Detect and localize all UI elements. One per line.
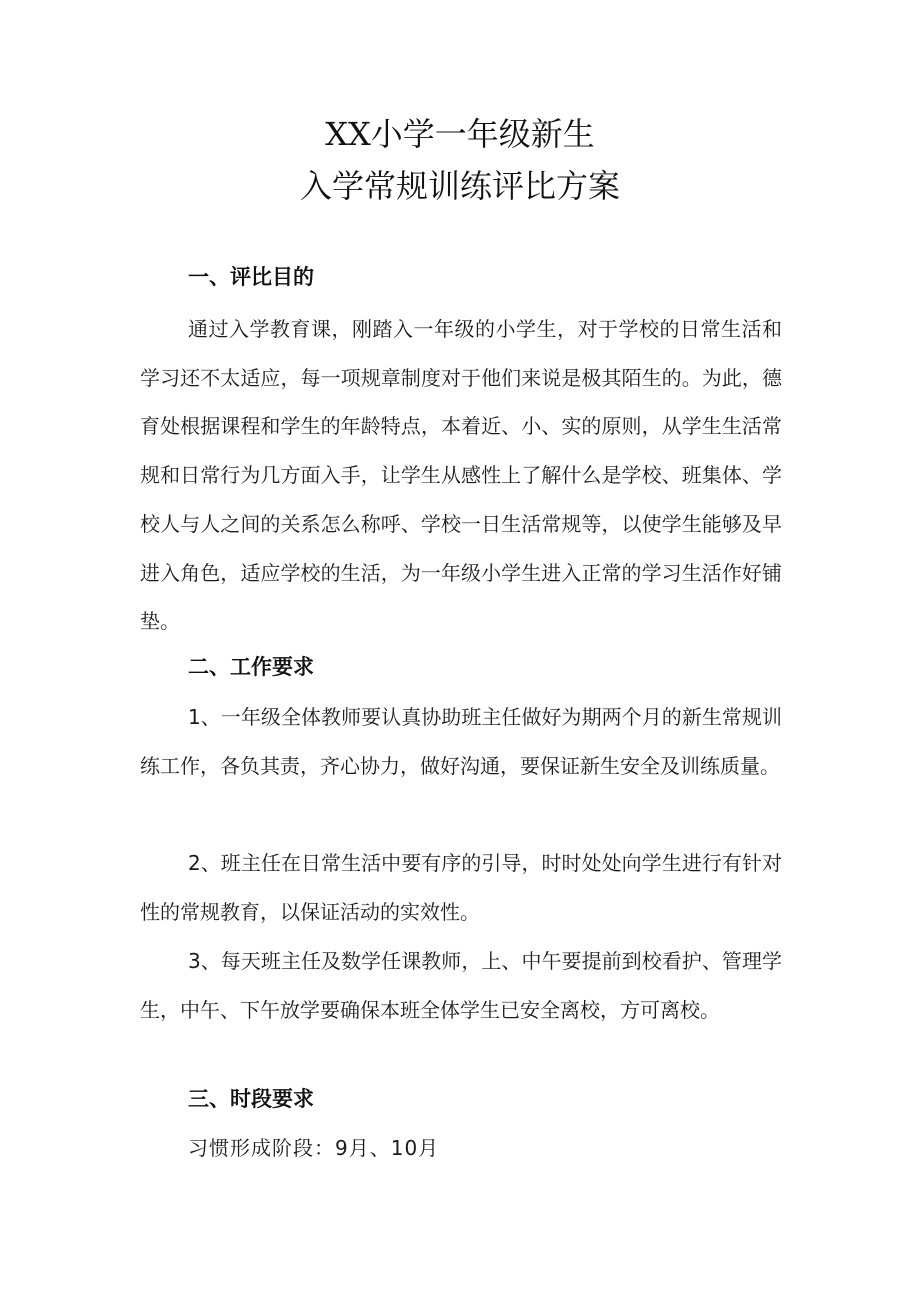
paragraph-requirement-3: 3、每天班主任及数学任课教师，上、中午要提前到校看护、管理学生，中午、下午放学要确保本班全体学生已安全离校，方可离校。 <box>140 949 782 1022</box>
document-title-line-1: XX小学一年级新生 <box>325 115 595 153</box>
schedule-line: 习惯形成阶段：9月、10月 <box>188 1136 440 1160</box>
section-heading-schedule: 三、时段要求 <box>188 1087 314 1111</box>
section-heading-requirements: 二、工作要求 <box>188 655 314 679</box>
document-title-line-2: 入学常规训练评比方案 <box>299 167 620 205</box>
section-heading-purpose: 一、评比目的 <box>188 265 314 289</box>
paragraph-requirement-1: 1、一年级全体教师要认真协助班主任做好为期两个月的新生常规训练工作，各负其责，齐心协力，做好沟通，要保证新生安全及训练质量。 <box>140 705 782 778</box>
paragraph-requirement-2: 2、班主任在日常生活中要有序的引导，时时处处向学生进行有针对性的常规教育，以保证活动的实效性。 <box>140 851 782 924</box>
paragraph-purpose: 通过入学教育课，刚踏入一年级的小学生，对于学校的日常生活和学习还不太适应，每一项规章制度对于他们来说是极其陌生的。为此，德育处根据课程和学生的年龄特点，本着近、小、实的原则，从学生生活常规和日常行为几方面入手，让学生从感性上了解什么是学校、班集体、学校人与人之间的关系怎么称呼、学校一日生活常规等，以使学生能够及早进入角色，适应学校的生活，为一年级小学生进入正常的学习生活作好铺垫。 <box>140 317 782 634</box>
